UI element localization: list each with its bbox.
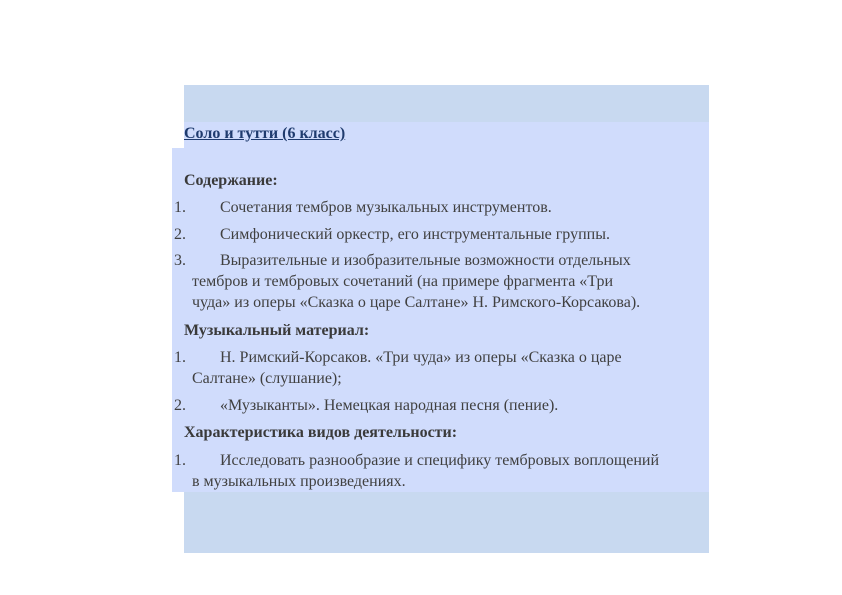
section-heading-content: Содержание:: [184, 172, 278, 189]
list-number: 3.: [174, 252, 186, 269]
list-item-continuation: тембров и тембровых сочетаний (на примере фрагмента «Три: [192, 273, 614, 290]
list-item-continuation: чуда» из оперы «Сказка о царе Салтане» Н. Римского-Корсакова).: [192, 294, 641, 311]
list-number: 1.: [174, 452, 186, 469]
section-heading-material: Музыкальный материал:: [184, 322, 370, 339]
list-item: Выразительные и изобразительные возможности отдельных: [220, 252, 631, 269]
list-number: 2.: [174, 397, 186, 414]
section-heading-activities: Характеристика видов деятельности:: [184, 424, 458, 441]
list-item-continuation: в музыкальных произведениях.: [192, 473, 406, 490]
slide-title: Соло и тутти (6 класс): [184, 125, 346, 142]
list-item: «Музыканты». Немецкая народная песня (пение).: [220, 397, 559, 414]
list-item: Н. Римский-Корсаков. «Три чуда» из оперы «Сказка о царе: [220, 349, 622, 366]
list-item-continuation: Салтане» (слушание);: [192, 370, 342, 387]
list-item: Сочетания тембров музыкальных инструментов.: [220, 199, 552, 216]
list-number: 2.: [174, 226, 186, 243]
list-number: 1.: [174, 199, 186, 216]
list-item: Исследовать разнообразие и специфику тембровых воплощений: [220, 452, 659, 469]
list-item: Симфонический оркестр, его инструментальные группы.: [220, 226, 610, 243]
list-number: 1.: [174, 349, 186, 366]
